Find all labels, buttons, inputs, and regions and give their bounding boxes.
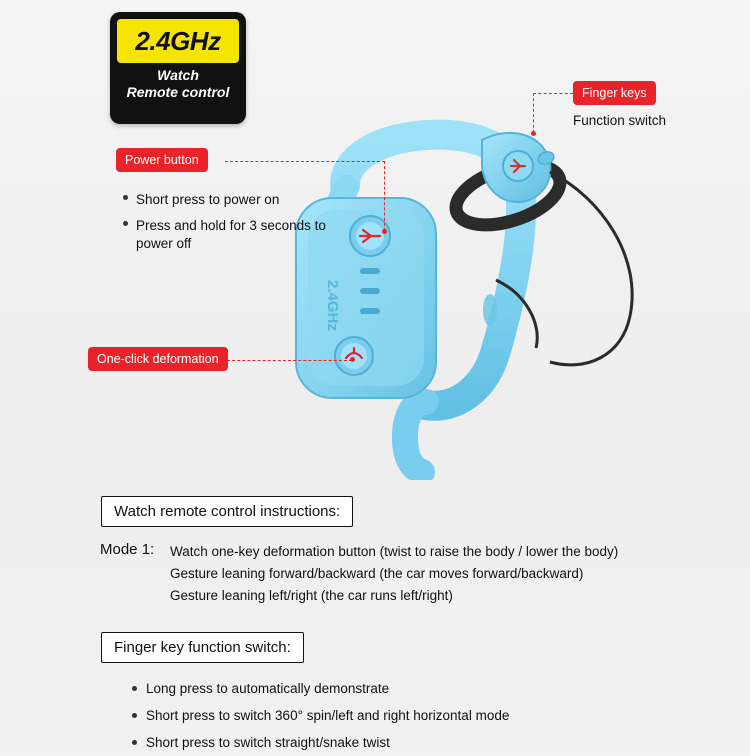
power-note-1 — [136, 191, 346, 209]
band-text: 2.4GHz — [324, 280, 341, 331]
list-item: Long press to automatically demonstrate — [132, 675, 509, 702]
leader-line-power-vert — [384, 161, 385, 231]
instructions-section-title: Watch remote control instructions: — [101, 496, 353, 527]
bullet-icon — [123, 195, 128, 200]
badge-frequency-text: 2.4GHz — [135, 25, 221, 56]
callout-finger-keys: Finger keys — [573, 81, 656, 105]
leader-line-finger — [533, 93, 573, 94]
bullet-icon — [123, 221, 128, 226]
leader-line-finger-vert — [533, 93, 534, 133]
badge-subtitle-line1: Watch — [157, 67, 199, 83]
badge-subtitle-line2: Remote control — [126, 84, 230, 100]
callout-function-switch: Function switch — [573, 113, 667, 128]
finger-function-list — [132, 675, 509, 756]
mode-line-1: Watch one-key deformation button (twist to raise the body / lower the body) — [170, 544, 619, 559]
leader-dot-deformation — [350, 357, 355, 362]
leader-line-power — [225, 161, 385, 162]
mode-label: Mode 1: — [100, 541, 155, 558]
power-note-1-text: Short press to power on — [136, 192, 280, 207]
leader-line-deformation — [222, 360, 352, 361]
list-item: Short press to switch 360° spin/left and right horizontal mode — [132, 702, 509, 729]
leader-dot-finger — [531, 131, 536, 136]
frequency-badge — [110, 12, 246, 124]
callout-power-button: Power button — [116, 148, 208, 172]
power-note-2-text: Press and hold for 3 seconds to power off — [136, 218, 326, 251]
badge-frequency-plate — [117, 19, 239, 63]
mode-line-3: Gesture leaning left/right (the car runs left/right) — [170, 588, 453, 603]
mode-lines — [170, 541, 618, 607]
mode-line-2: Gesture leaning forward/backward (the car moves forward/backward) — [170, 566, 584, 581]
power-note-2 — [136, 217, 356, 253]
list-item: Short press to switch straight/snake twist — [132, 729, 509, 756]
watch-illustration-svg — [250, 80, 680, 480]
finger-switch-section-title: Finger key function switch: — [101, 632, 304, 663]
watch-remote-illustration — [250, 80, 680, 480]
callout-one-click-deformation: One-click deformation — [88, 347, 228, 371]
leader-dot-power — [382, 229, 387, 234]
